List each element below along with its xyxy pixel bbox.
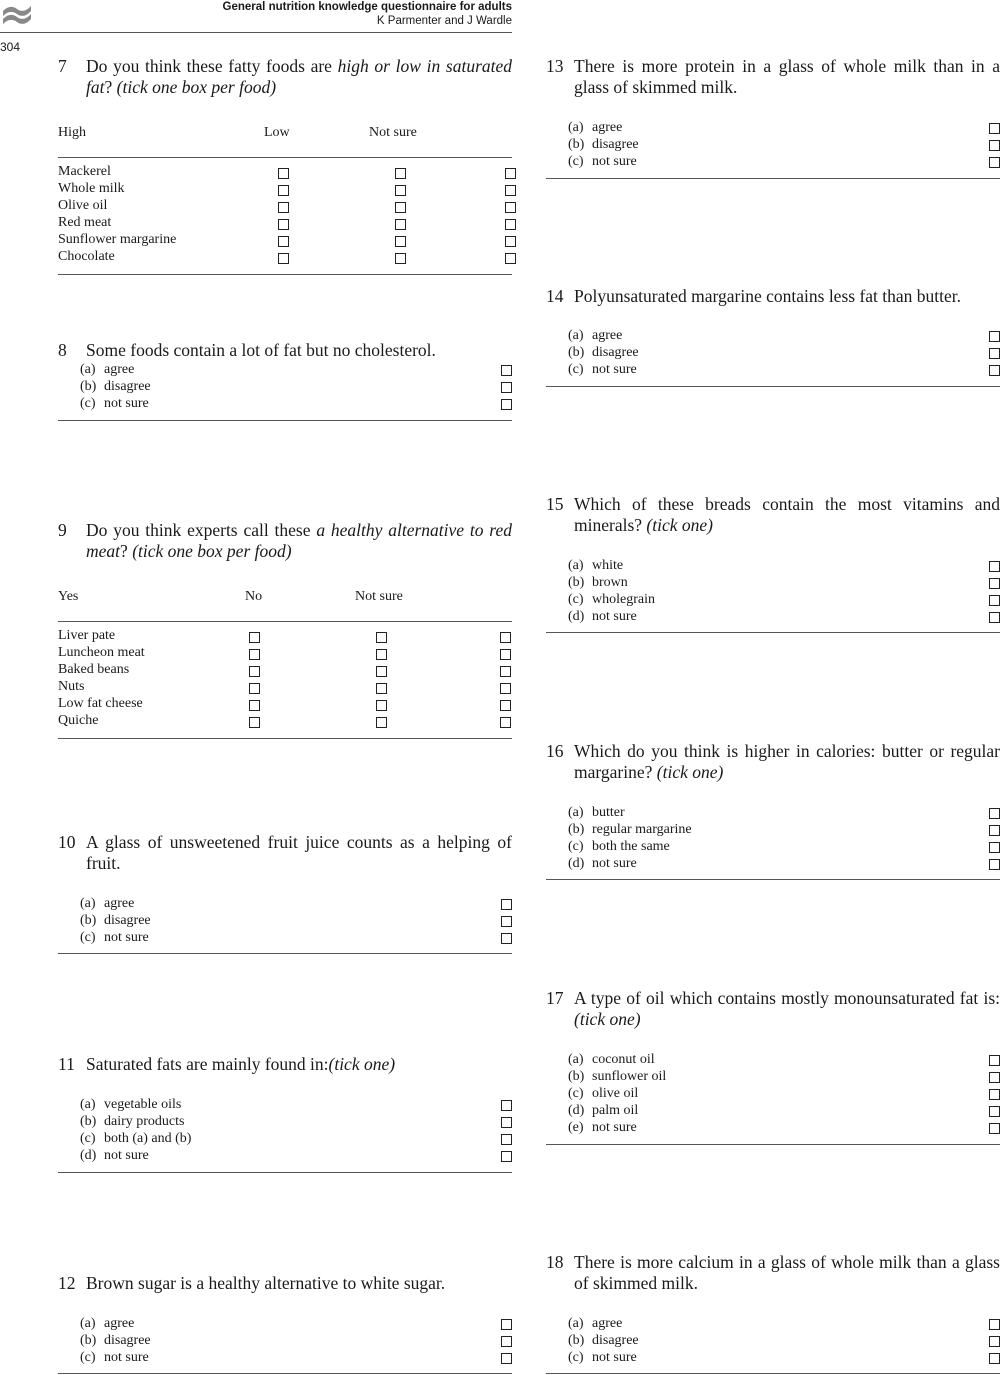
table-body <box>58 158 512 274</box>
option-letter: (b) <box>80 1114 97 1129</box>
question-number: 13 <box>546 56 564 76</box>
answer-option <box>80 361 512 378</box>
option-letter: (c) <box>568 1350 584 1365</box>
question-18 <box>546 1252 1000 1374</box>
option-letter: (b) <box>568 345 585 360</box>
food-name: Liver pate <box>58 628 116 643</box>
answer-checkbox[interactable] <box>278 168 289 179</box>
question-text <box>58 832 512 874</box>
answer-checkbox[interactable] <box>505 168 516 179</box>
column-header: Not sure <box>369 125 417 140</box>
question-rule <box>546 879 1000 880</box>
question-rule <box>546 178 1000 179</box>
question-text-part: Which do you think is higher in calories: butter or regular margarine? <box>574 741 1000 782</box>
option-text: agree <box>104 1316 135 1331</box>
option-letter: (d) <box>568 609 585 624</box>
question-15 <box>546 494 1000 633</box>
question-text <box>546 741 1000 783</box>
answer-checkbox[interactable] <box>376 632 387 643</box>
answer-checkbox[interactable] <box>395 219 406 230</box>
question-rule <box>58 1373 512 1374</box>
option-letter: (b) <box>568 575 585 590</box>
option-text: disagree <box>104 913 151 928</box>
journal-article-title: General nutrition knowledge questionnaire for adults <box>222 1 512 13</box>
option-letter: (c) <box>80 1350 96 1365</box>
answer-option <box>80 1130 512 1147</box>
table-row <box>58 181 512 198</box>
answer-checkbox[interactable] <box>501 899 512 910</box>
answer-checkbox[interactable] <box>989 1319 1000 1330</box>
answer-option <box>80 395 512 412</box>
food-name: Olive oil <box>58 198 108 213</box>
food-name: Red meat <box>58 215 112 230</box>
answer-option <box>80 1315 512 1332</box>
answer-checkbox[interactable] <box>278 202 289 213</box>
option-letter: (a) <box>568 120 584 135</box>
question-text-part: Do you think experts call these <box>86 520 317 540</box>
option-text: agree <box>592 328 623 343</box>
option-letter: (d) <box>568 856 585 871</box>
answer-checkbox[interactable] <box>501 1336 512 1347</box>
answer-option <box>80 895 512 912</box>
question-text <box>58 56 512 98</box>
answer-option <box>568 1349 1000 1366</box>
page-number: 304 <box>0 40 21 54</box>
option-text: wholegrain <box>592 592 655 607</box>
option-letter: (c) <box>568 154 584 169</box>
question-8 <box>58 340 512 421</box>
question-rule <box>58 420 512 421</box>
food-name: Low fat cheese <box>58 696 143 711</box>
option-text: not sure <box>104 930 149 945</box>
option-text: sunflower oil <box>592 1069 667 1084</box>
question-instruction: (tick one) <box>646 515 713 535</box>
answer-option <box>568 574 1000 591</box>
table-header <box>58 585 512 622</box>
answer-checkbox[interactable] <box>249 666 260 677</box>
answer-option <box>80 1349 512 1366</box>
option-text: palm oil <box>592 1103 639 1118</box>
question-rule <box>58 738 512 739</box>
answer-checkbox[interactable] <box>989 859 1000 870</box>
answer-checkbox[interactable] <box>989 365 1000 376</box>
question-text-part: Saturated fats are mainly found in: <box>86 1054 329 1074</box>
answer-option <box>568 361 1000 378</box>
option-text: coconut oil <box>592 1052 655 1067</box>
option-letter: (e) <box>568 1120 584 1135</box>
answer-checkbox[interactable] <box>501 916 512 927</box>
option-text: both the same <box>592 839 670 854</box>
question-number: 14 <box>546 286 564 306</box>
answer-option <box>568 153 1000 170</box>
options <box>568 119 1000 170</box>
food-name: Quiche <box>58 713 99 728</box>
question-7 <box>58 56 512 275</box>
table-row <box>58 662 512 679</box>
answer-option <box>568 821 1000 838</box>
option-text: both (a) and (b) <box>104 1131 192 1146</box>
answer-option <box>568 855 1000 872</box>
food-name: Nuts <box>58 679 85 694</box>
question-text <box>58 520 512 562</box>
option-letter: (c) <box>568 592 584 607</box>
question-number: 15 <box>546 494 564 514</box>
question-number: 10 <box>58 832 76 852</box>
answer-checkbox[interactable] <box>505 253 516 264</box>
answer-option <box>568 1051 1000 1068</box>
table-row <box>58 198 512 215</box>
answer-option <box>568 804 1000 821</box>
question-text-part: Some foods contain a lot of fat but no cholesterol. <box>86 340 436 360</box>
question-14 <box>546 286 1000 387</box>
table-row <box>58 215 512 232</box>
answer-checkbox[interactable] <box>989 1336 1000 1347</box>
option-letter: (d) <box>80 1148 97 1163</box>
answer-option <box>568 838 1000 855</box>
question-text <box>58 340 512 361</box>
answer-checkbox[interactable] <box>501 1117 512 1128</box>
question-instruction: (tick one box per food) <box>132 541 292 561</box>
answer-checkbox[interactable] <box>989 612 1000 623</box>
answer-checkbox[interactable] <box>500 666 511 677</box>
column-header: Not sure <box>355 589 403 604</box>
question-11 <box>58 1054 512 1173</box>
answer-option <box>568 1315 1000 1332</box>
question-9 <box>58 520 512 739</box>
question-text-part: A type of oil which contains mostly monounsaturated fat is: <box>574 988 1000 1008</box>
question-number: 17 <box>546 988 564 1008</box>
article-authors: K Parmenter and J Wardle <box>376 15 512 27</box>
question-rule <box>58 1172 512 1173</box>
answer-checkbox[interactable] <box>989 1123 1000 1134</box>
answer-option <box>80 929 512 946</box>
question-rule <box>58 274 512 275</box>
question-number: 11 <box>58 1054 75 1074</box>
option-text: not sure <box>104 1350 149 1365</box>
answer-option <box>80 912 512 929</box>
answer-checkbox[interactable] <box>376 666 387 677</box>
option-text: regular margarine <box>592 822 692 837</box>
answer-option <box>568 591 1000 608</box>
option-letter: (a) <box>80 896 96 911</box>
answer-checkbox[interactable] <box>505 185 516 196</box>
answer-option <box>80 1147 512 1164</box>
question-text <box>546 286 1000 307</box>
answer-checkbox[interactable] <box>989 1353 1000 1364</box>
answer-checkbox[interactable] <box>989 1089 1000 1100</box>
answer-checkbox[interactable] <box>500 649 511 660</box>
question-text-part: There is more protein in a glass of whole milk than in a glass of skimmed milk. <box>574 56 1000 97</box>
answer-checkbox[interactable] <box>500 683 511 694</box>
answer-checkbox[interactable] <box>500 717 511 728</box>
answer-checkbox[interactable] <box>376 700 387 711</box>
food-name: Chocolate <box>58 249 115 264</box>
food-name: Sunflower margarine <box>58 232 177 247</box>
answer-checkbox[interactable] <box>505 202 516 213</box>
question-text-emphasis: high or low in saturated fat <box>86 56 513 97</box>
option-text: disagree <box>592 137 639 152</box>
food-name: Mackerel <box>58 164 111 179</box>
option-letter: (b) <box>568 137 585 152</box>
table-row <box>58 232 512 249</box>
option-text: not sure <box>104 396 149 411</box>
option-text: not sure <box>592 362 637 377</box>
answer-checkbox[interactable] <box>278 185 289 196</box>
answer-checkbox[interactable] <box>501 1319 512 1330</box>
answer-checkbox[interactable] <box>395 202 406 213</box>
answer-option <box>568 119 1000 136</box>
food-name: Whole milk <box>58 181 125 196</box>
table-row <box>58 164 512 181</box>
option-letter: (a) <box>568 328 584 343</box>
option-text: disagree <box>592 345 639 360</box>
question-text <box>58 1273 512 1294</box>
option-letter: (a) <box>568 558 584 573</box>
question-number: 7 <box>58 56 67 76</box>
option-text: olive oil <box>592 1086 639 1101</box>
table-row <box>58 679 512 696</box>
answer-checkbox[interactable] <box>376 717 387 728</box>
option-letter: (b) <box>80 379 97 394</box>
table-row <box>58 628 512 645</box>
question-rule <box>546 1144 1000 1145</box>
option-text: not sure <box>592 1350 637 1365</box>
option-letter: (c) <box>80 930 96 945</box>
answer-checkbox[interactable] <box>989 595 1000 606</box>
question-instruction: (tick one box per food) <box>116 77 277 97</box>
question-text-part: ? <box>104 77 117 97</box>
answer-checkbox[interactable] <box>989 561 1000 572</box>
option-letter: (c) <box>568 839 584 854</box>
question-text-part: Do you think these fatty foods are <box>86 56 338 76</box>
option-text: not sure <box>592 856 637 871</box>
question-number: 16 <box>546 741 564 761</box>
column-header: Yes <box>58 589 79 604</box>
question-text <box>546 1252 1000 1294</box>
question-text-part: ? <box>120 541 133 561</box>
answer-checkbox[interactable] <box>989 1072 1000 1083</box>
answer-checkbox[interactable] <box>249 683 260 694</box>
option-text: white <box>592 558 624 573</box>
answer-checkbox[interactable] <box>278 253 289 264</box>
question-text-emphasis: a healthy alternative to red meat <box>86 520 512 561</box>
table-row <box>58 696 512 713</box>
answer-option <box>568 344 1000 361</box>
answer-checkbox[interactable] <box>989 140 1000 151</box>
food-name: Luncheon meat <box>58 645 145 660</box>
answer-checkbox[interactable] <box>395 253 406 264</box>
column-header: High <box>58 125 86 140</box>
question-instruction: (tick one) <box>574 1009 641 1029</box>
option-letter: (a) <box>568 1052 584 1067</box>
header-rule <box>0 32 512 33</box>
answer-checkbox[interactable] <box>278 219 289 230</box>
option-text: dairy products <box>104 1114 185 1129</box>
question-text-part: Which of these breads contain the most vitamins and minerals? <box>574 494 1000 535</box>
question-17 <box>546 988 1000 1145</box>
option-letter: (c) <box>568 362 584 377</box>
answer-option <box>80 378 512 395</box>
table-row <box>58 249 512 266</box>
options <box>568 1051 1000 1136</box>
food-table <box>58 121 512 274</box>
question-number: 18 <box>546 1252 564 1272</box>
answer-checkbox[interactable] <box>989 157 1000 168</box>
table-body <box>58 622 512 738</box>
answer-checkbox[interactable] <box>249 649 260 660</box>
question-rule <box>546 632 1000 633</box>
question-number: 8 <box>58 340 67 360</box>
answer-checkbox[interactable] <box>395 185 406 196</box>
answer-checkbox[interactable] <box>249 717 260 728</box>
option-text: vegetable oils <box>104 1097 182 1112</box>
option-text: disagree <box>104 1333 151 1348</box>
question-10 <box>58 832 512 954</box>
answer-checkbox[interactable] <box>501 933 512 944</box>
option-letter: (a) <box>568 1316 584 1331</box>
option-letter: (c) <box>80 396 96 411</box>
option-text: brown <box>592 575 628 590</box>
answer-checkbox[interactable] <box>501 399 512 410</box>
answer-checkbox[interactable] <box>501 382 512 393</box>
question-instruction: (tick one) <box>328 1054 396 1074</box>
answer-checkbox[interactable] <box>989 808 1000 819</box>
table-row <box>58 713 512 730</box>
question-rule <box>546 386 1000 387</box>
question-number: 9 <box>58 520 67 540</box>
answer-checkbox[interactable] <box>395 168 406 179</box>
answer-checkbox[interactable] <box>501 1151 512 1162</box>
answer-checkbox[interactable] <box>500 700 511 711</box>
answer-option <box>568 136 1000 153</box>
option-text: agree <box>592 120 623 135</box>
option-letter: (a) <box>80 1316 96 1331</box>
answer-option <box>568 557 1000 574</box>
food-table <box>58 585 512 738</box>
options <box>568 804 1000 872</box>
options <box>80 361 512 412</box>
question-number: 12 <box>58 1273 76 1293</box>
answer-option <box>568 1068 1000 1085</box>
answer-option <box>568 1332 1000 1349</box>
answer-checkbox[interactable] <box>500 632 511 643</box>
question-16 <box>546 741 1000 880</box>
table-header <box>58 121 512 158</box>
answer-checkbox[interactable] <box>395 236 406 247</box>
question-text-part: Polyunsaturated margarine contains less fat than butter. <box>574 286 962 306</box>
answer-checkbox[interactable] <box>376 649 387 660</box>
option-text: butter <box>592 805 625 820</box>
option-letter: (b) <box>568 1069 585 1084</box>
answer-checkbox[interactable] <box>501 1353 512 1364</box>
options <box>568 327 1000 378</box>
answer-checkbox[interactable] <box>505 219 516 230</box>
question-text <box>546 494 1000 536</box>
column-header: Low <box>264 125 290 140</box>
answer-checkbox[interactable] <box>501 1134 512 1145</box>
answer-checkbox[interactable] <box>376 683 387 694</box>
options <box>80 895 512 946</box>
option-letter: (b) <box>80 1333 97 1348</box>
answer-checkbox[interactable] <box>249 632 260 643</box>
option-text: not sure <box>592 1120 637 1135</box>
options <box>80 1096 512 1164</box>
answer-checkbox[interactable] <box>278 236 289 247</box>
question-rule <box>58 953 512 954</box>
question-text-part: A glass of unsweetened fruit juice counts as a helping of fruit. <box>86 832 512 873</box>
answer-option <box>568 608 1000 625</box>
answer-checkbox[interactable] <box>989 123 1000 134</box>
options <box>80 1315 512 1366</box>
answer-checkbox[interactable] <box>989 1106 1000 1117</box>
answer-checkbox[interactable] <box>249 700 260 711</box>
question-text <box>546 56 1000 98</box>
question-text <box>546 988 1000 1030</box>
answer-checkbox[interactable] <box>989 348 1000 359</box>
question-text-part: Brown sugar is a healthy alternative to white sugar. <box>86 1273 446 1293</box>
option-text: agree <box>592 1316 623 1331</box>
option-letter: (b) <box>568 1333 585 1348</box>
answer-option <box>80 1096 512 1113</box>
table-row <box>58 645 512 662</box>
question-text-part: There is more calcium in a glass of whole milk than a glass of skimmed milk. <box>574 1252 1000 1293</box>
question-13 <box>546 56 1000 179</box>
option-text: not sure <box>592 154 637 169</box>
question-text <box>58 1054 512 1075</box>
answer-option <box>568 327 1000 344</box>
question-instruction: (tick one) <box>656 762 724 782</box>
option-letter: (a) <box>80 362 96 377</box>
option-text: disagree <box>104 379 151 394</box>
answer-checkbox[interactable] <box>989 1055 1000 1066</box>
answer-checkbox[interactable] <box>501 1100 512 1111</box>
option-text: not sure <box>592 609 637 624</box>
answer-checkbox[interactable] <box>501 365 512 376</box>
option-letter: (a) <box>568 805 584 820</box>
question-rule <box>546 1373 1000 1374</box>
option-text: disagree <box>592 1333 639 1348</box>
option-text: agree <box>104 362 135 377</box>
answer-checkbox[interactable] <box>989 825 1000 836</box>
option-letter: (d) <box>568 1103 585 1118</box>
answer-option <box>568 1102 1000 1119</box>
answer-option <box>80 1113 512 1130</box>
answer-option <box>80 1332 512 1349</box>
running-header <box>223 0 512 28</box>
option-letter: (c) <box>80 1131 96 1146</box>
option-letter: (a) <box>80 1097 96 1112</box>
column-header: No <box>245 589 263 604</box>
option-letter: (c) <box>568 1086 584 1101</box>
answer-checkbox[interactable] <box>989 331 1000 342</box>
option-text: not sure <box>104 1148 149 1163</box>
option-letter: (b) <box>80 913 97 928</box>
options <box>568 557 1000 625</box>
question-12 <box>58 1273 512 1374</box>
answer-checkbox[interactable] <box>989 842 1000 853</box>
food-name: Baked beans <box>58 662 130 677</box>
answer-option <box>568 1119 1000 1136</box>
option-text: agree <box>104 896 135 911</box>
answer-option <box>568 1085 1000 1102</box>
publisher-logo <box>2 2 32 26</box>
options <box>568 1315 1000 1366</box>
answer-checkbox[interactable] <box>505 236 516 247</box>
option-letter: (b) <box>568 822 585 837</box>
answer-checkbox[interactable] <box>989 578 1000 589</box>
